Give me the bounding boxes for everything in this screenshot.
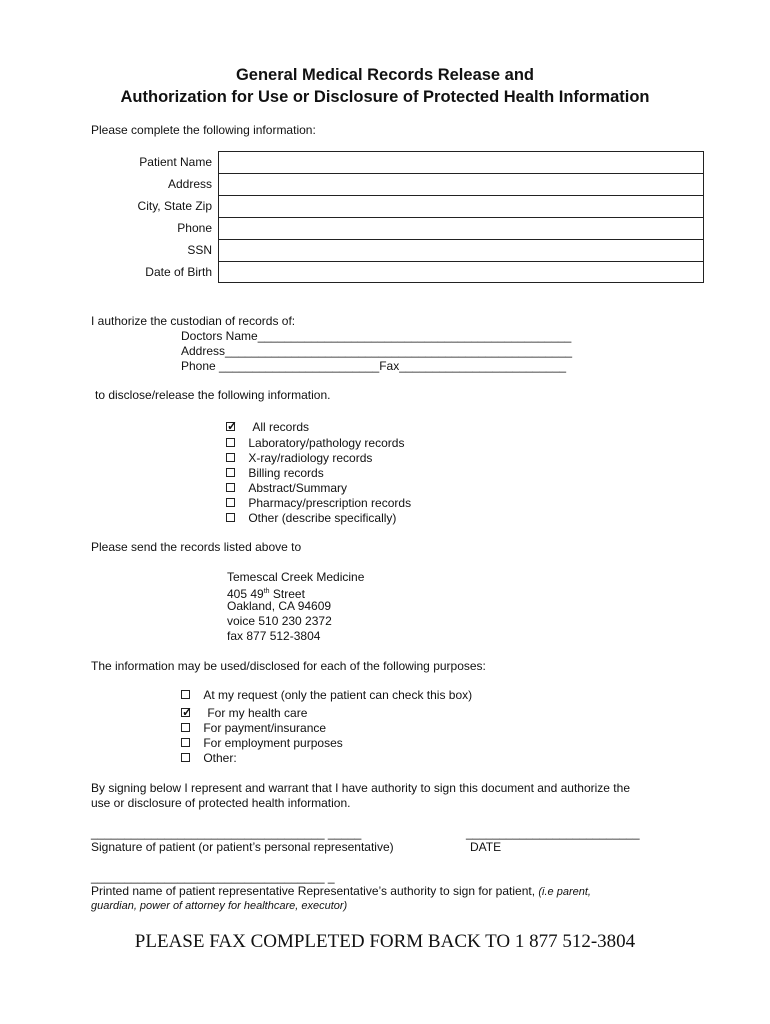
ssn-label: SSN: [187, 243, 212, 257]
purpose-item-employment[interactable]: For employment purposes: [181, 736, 472, 751]
check-icon: ✓: [182, 705, 193, 719]
record-item-other[interactable]: Other (describe specifically): [226, 511, 411, 526]
city-state-zip-label: City, State Zip: [137, 199, 212, 213]
address-field[interactable]: [219, 174, 703, 196]
fax-instructions-footer: PLEASE FAX COMPLETED FORM BACK TO 1 877 512-3804: [134, 931, 636, 952]
date-line[interactable]: __________________________: [466, 826, 640, 840]
patient-info-table: [218, 151, 704, 283]
check-icon: ✓: [227, 419, 238, 433]
records-checklist: [226, 420, 411, 526]
form-title-line2: Authorization for Use or Disclosure of Protected Health Information: [120, 88, 650, 106]
recipient-name: Temescal Creek Medicine: [227, 570, 365, 584]
checkbox[interactable]: [226, 438, 235, 447]
record-item-lab[interactable]: Laboratory/pathology records: [226, 436, 411, 451]
printed-name-label: Printed name of patient representative Representative’s authority to sign for patient, (i.e parent,: [91, 884, 591, 898]
printed-name-note: guardian, power of attorney for healthcare, executor): [91, 900, 348, 912]
record-item-billing[interactable]: Billing records: [226, 466, 411, 481]
signing-statement-line2: use or disclosure of protected health information.: [91, 796, 351, 810]
recipient-street: 405 49th Street: [227, 587, 305, 601]
checkbox[interactable]: [181, 738, 190, 747]
purpose-item-payment[interactable]: For payment/insurance: [181, 721, 472, 736]
record-item-all[interactable]: ✓ All records: [227, 419, 310, 434]
date-of-birth-field[interactable]: [219, 262, 703, 284]
date-of-birth-label: Date of Birth: [145, 265, 212, 279]
signature-line[interactable]: ___________________________________ _____: [91, 826, 362, 840]
phone-label: Phone: [177, 221, 212, 235]
purpose-item-health-care[interactable]: ✓ For my health care: [182, 705, 308, 720]
purposes-checklist: [181, 688, 472, 766]
patient-name-label: Patient Name: [139, 155, 212, 169]
patient-name-field[interactable]: [219, 152, 703, 174]
doctor-name-line[interactable]: Doctors Name_______________________________________________: [181, 329, 572, 343]
recipient-city: Oakland, CA 94609: [227, 599, 332, 613]
phone-field[interactable]: [219, 218, 703, 240]
checkbox[interactable]: [226, 483, 235, 492]
intro-text: Please complete the following information:: [91, 123, 316, 137]
record-item-pharmacy[interactable]: Pharmacy/prescription records: [226, 496, 411, 511]
checkbox[interactable]: [226, 419, 238, 433]
record-item-xray[interactable]: X-ray/radiology records: [226, 451, 411, 466]
checkbox[interactable]: [181, 690, 190, 699]
form-title-line1: General Medical Records Release and: [235, 66, 535, 84]
authorize-text: I authorize the custodian of records of:: [91, 314, 296, 328]
checkbox[interactable]: [181, 723, 190, 732]
send-text: Please send the records listed above to: [91, 540, 302, 554]
purpose-item-other[interactable]: Other:: [181, 751, 472, 766]
doctor-phone-fax-line[interactable]: Phone ________________________Fax_________________________: [181, 359, 567, 373]
checkbox[interactable]: [181, 753, 190, 762]
recipient-fax: fax 877 512-3804: [227, 629, 321, 643]
doctor-address-line[interactable]: Address____________________________________________________: [181, 344, 573, 358]
checkbox[interactable]: [226, 513, 235, 522]
patient-field-labels: [0, 151, 212, 283]
checkbox[interactable]: [226, 468, 235, 477]
address-label: Address: [167, 177, 212, 191]
checkbox[interactable]: [226, 453, 235, 462]
checkbox[interactable]: [226, 498, 235, 507]
record-item-abstract[interactable]: Abstract/Summary: [226, 481, 411, 496]
recipient-voice: voice 510 230 2372: [227, 614, 332, 628]
ssn-field[interactable]: [219, 240, 703, 262]
date-label: DATE: [470, 840, 502, 854]
signing-statement-line1: By signing below I represent and warrant that I have authority to sign this document and authorize the: [91, 781, 630, 795]
purpose-item-request[interactable]: At my request (only the patient can check this box): [181, 688, 472, 703]
purposes-text: The information may be used/disclosed for each of the following purposes:: [91, 659, 486, 673]
signature-label: Signature of patient (or patient’s personal representative): [91, 840, 394, 854]
disclose-text: to disclose/release the following information.: [95, 388, 331, 402]
city-state-zip-field[interactable]: [219, 196, 703, 218]
printed-name-line[interactable]: ___________________________________ _: [91, 870, 335, 884]
checkbox[interactable]: [181, 705, 193, 719]
